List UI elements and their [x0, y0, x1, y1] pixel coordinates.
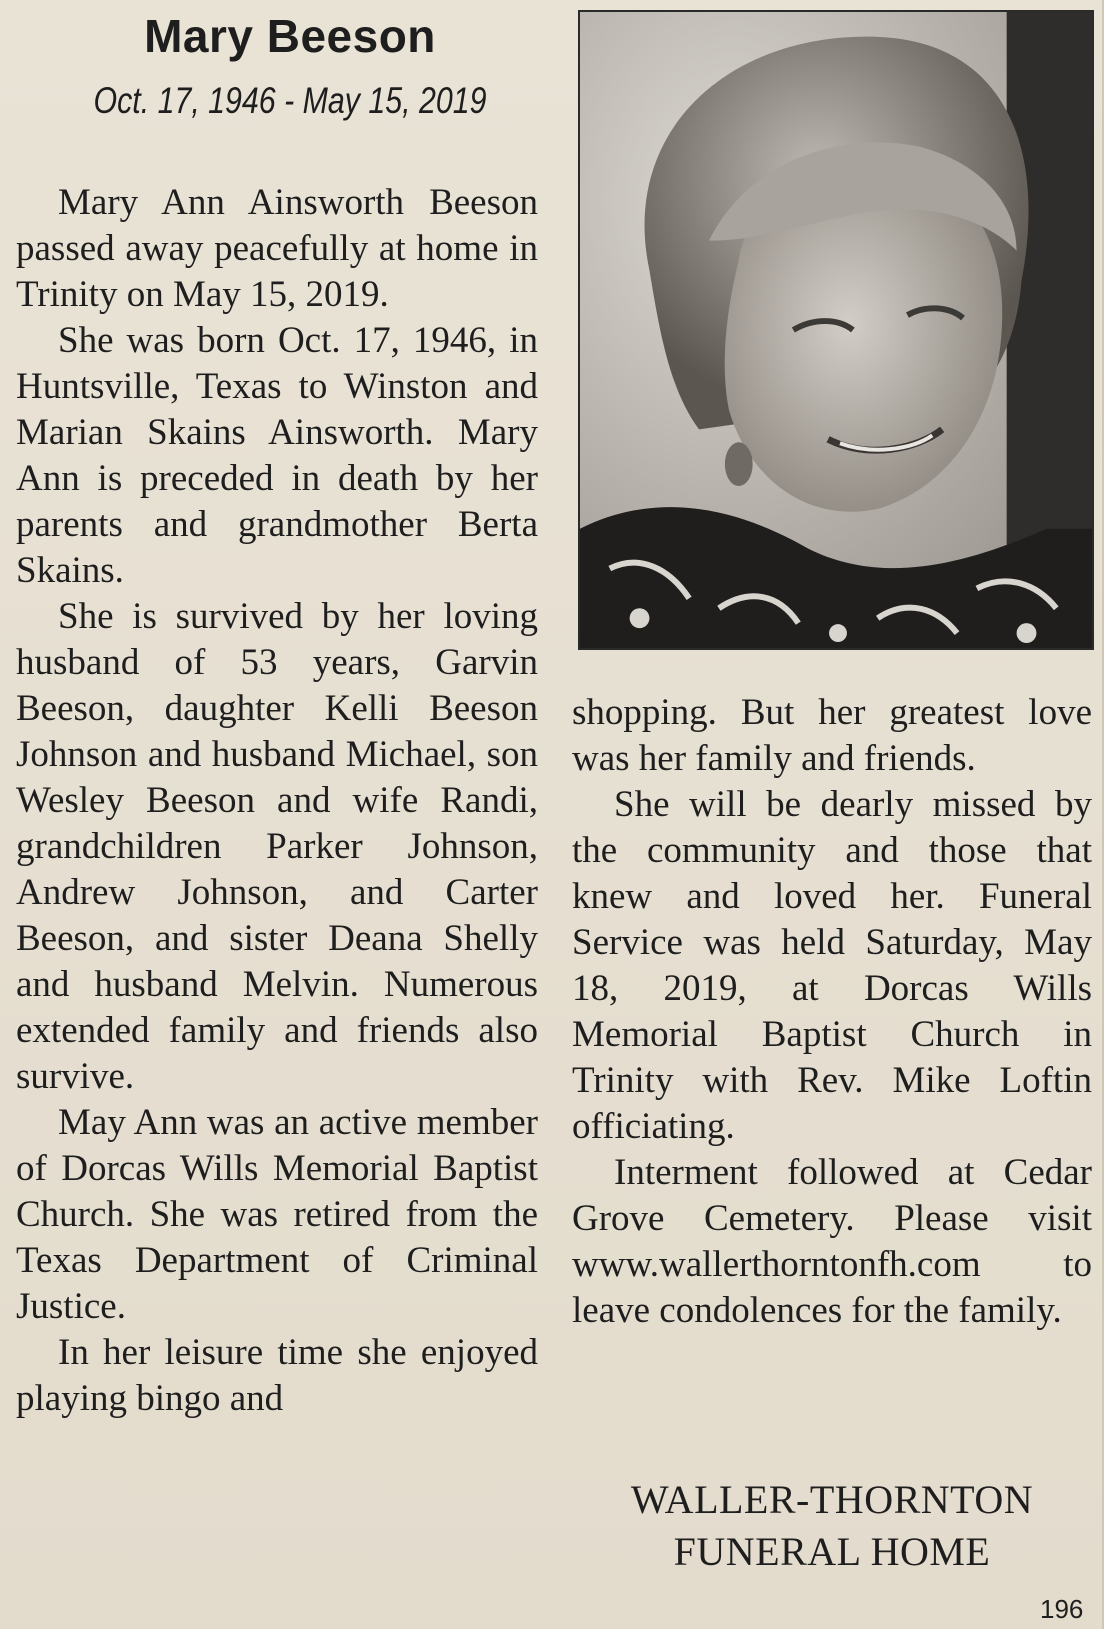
paragraph-continuation: shopping. But her greatest love was her family and friends.: [572, 692, 1092, 779]
paragraph: She was born Oct. 17, 1946, in Huntsville, Texas to Winston and Marian Skains Ainsworth. Mary Ann is preceded in death by her parents and grandmother Berta Skains.: [16, 320, 538, 591]
paragraph: Interment followed at Cedar Grove Cemetery. Please visit www.wallerthorntonfh.com to leave condolences for the family.: [572, 1152, 1092, 1331]
paragraph: She will be dearly missed by the community and those that knew and loved her. Funeral Service was held Saturday, May 18, 2019, at Dorcas Wills Memorial Baptist Church in Trinity with Rev. Mike Loftin officiating.: [572, 784, 1092, 1147]
paragraph: She is survived by her loving husband of 53 years, Garvin Beeson, daughter Kelli Beeson Johnson and husband Michael, son Wesley Beeson and wife Randi, grandchildren Parker Johnson, Andrew Johnson, and Carter Beeson, and sister Deana Shelly and husband Melvin. Numerous extended family and friends also survive.: [16, 596, 538, 1097]
obituary-header: [0, 0, 580, 126]
paragraph: Mary Ann Ainsworth Beeson passed away peacefully at home in Trinity on May 15, 2019.: [16, 182, 538, 315]
funeral-home-line-1: WALLER-THORNTON: [630, 1477, 1034, 1522]
paragraph: In her leisure time she enjoyed playing bingo and: [16, 1332, 538, 1419]
obituary-name: Mary Beeson: [144, 10, 436, 62]
page-number: 196: [1040, 1594, 1084, 1624]
funeral-home-credit: [572, 1474, 1092, 1578]
left-column: [16, 180, 538, 1422]
right-column: [572, 690, 1092, 1334]
funeral-home-line-2: FUNERAL HOME: [673, 1529, 991, 1574]
portrait-photo: [578, 10, 1094, 650]
paragraph: May Ann was an active member of Dorcas Wills Memorial Baptist Church. She was retired from the Texas Department of Criminal Justice.: [16, 1102, 538, 1327]
portrait-image: [580, 12, 1092, 648]
obituary-dates: Oct. 17, 1946 - May 15, 2019: [93, 80, 487, 121]
